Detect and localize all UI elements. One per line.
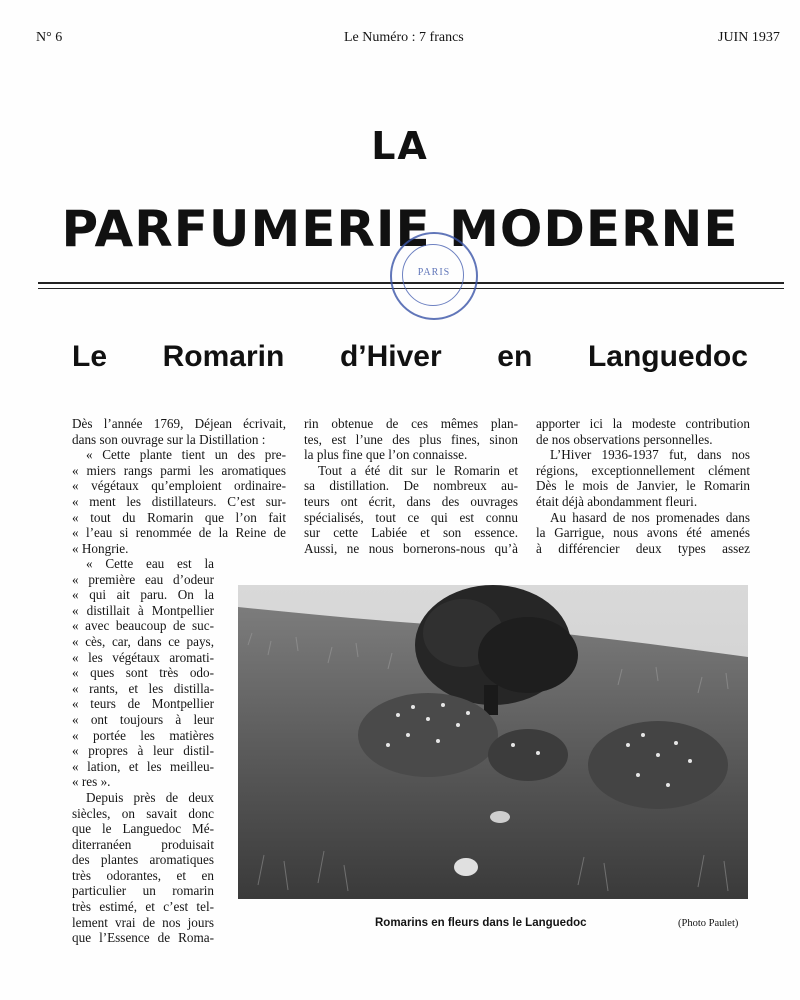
text-line: « portée les matières (72, 727, 214, 743)
headline-word: Romarin (162, 340, 285, 373)
text-line: « végétaux qu’emploient ordinaire- (72, 478, 286, 494)
rosemary-photo-image (238, 585, 748, 899)
text-line: très odorantes, et en (72, 867, 214, 883)
text-line: apporter ici la modeste contribution (536, 416, 750, 431)
text-line: la Garrigue, nous avons été amenés (536, 525, 750, 541)
issue-price: Le Numéro : 7 francs (344, 30, 464, 45)
text-line: « res ». (72, 774, 111, 790)
text-line: L’Hiver 1936-1937 fut, dans nos (550, 447, 750, 463)
column-1-top (72, 416, 286, 556)
issue-date: JUIN 1937 (718, 30, 780, 45)
text-line: des plantes aromatiques (72, 852, 214, 868)
text-line: « miers rangs parmi les aromatiques (72, 462, 286, 478)
headline-word: Le (72, 340, 108, 373)
text-line: que l’Essence de Roma- (72, 930, 214, 946)
text-line: sa distillation. De nombreux au- (304, 478, 518, 494)
masthead-title: PARFUMERIE MODERNE (61, 200, 739, 258)
library-stamp (390, 232, 478, 320)
text-line: « propres à leur distil- (72, 743, 214, 759)
text-line: « l’eau si renommée de la Reine de (72, 525, 286, 541)
text-line: était déjà abondamment fleuri. (536, 493, 698, 509)
text-line: à différencier deux types assez (536, 540, 750, 556)
text-line: siècles, on savait donc (72, 805, 214, 821)
text-line: diterranéen produisait (72, 836, 214, 852)
photo-caption: Romarins en fleurs dans le Languedoc (375, 917, 587, 929)
text-line: sur cette Labiée et son essence. (304, 525, 518, 541)
text-line: « distillait à Montpellier (72, 602, 214, 618)
text-line: « teurs de Montpellier (72, 696, 214, 712)
headline-word: Languedoc (587, 340, 748, 373)
text-line: « tout du Romarin que l’on fait (72, 509, 286, 525)
text-line: « Cette eau est la (86, 556, 214, 571)
text-line: « Hongrie. (72, 540, 129, 556)
column-2 (304, 416, 518, 556)
issue-number: N° 6 (36, 30, 63, 45)
text-line: « première eau d’odeur (72, 571, 214, 587)
text-line: « ment les distillateurs. C’est sur- (72, 493, 286, 509)
masthead-line1: LA (371, 124, 429, 168)
text-line: particulier un romarin (72, 883, 214, 899)
text-line: teurs ont écrit, dans des ouvrages (304, 493, 518, 509)
text-line: spécialisés, tout ce qui est connu (304, 509, 518, 525)
text-line: « avec beaucoup de suc- (72, 618, 214, 634)
text-line: « ques sont très odo- (72, 665, 214, 681)
column-3 (536, 416, 750, 556)
text-line: « ont toujours à leur (72, 711, 214, 727)
text-line: tes, est l’une des plus fines, sinon (304, 431, 518, 447)
rosemary-photo (238, 585, 748, 899)
text-line: la plus fine que l’on connaisse. (304, 447, 468, 463)
text-line: que le Languedoc Mé- (72, 821, 214, 837)
text-line: Depuis près de deux (86, 789, 214, 805)
text-line: Dès l’année 1769, Déjean écrivait, (72, 416, 286, 431)
headline-word: d’Hiver (339, 340, 442, 373)
column-1-narrow (72, 556, 214, 946)
text-line: régions, exceptionnellement clément (536, 462, 750, 478)
text-line: Aussi, ne nous bornerons-nous qu’à (304, 540, 518, 556)
text-line: très estimé, et c’est tel- (72, 899, 214, 915)
headline-word: en (497, 340, 533, 373)
text-line: « qui ait paru. On la (72, 587, 214, 603)
text-line: Dès le mois de Janvier, le Romarin (536, 478, 750, 494)
text-line: « les végétaux aromati- (72, 649, 214, 665)
text-line: « lation, et les meilleu- (72, 758, 214, 774)
text-line: rin obtenue de ces mêmes plan- (304, 416, 518, 431)
text-line: « cès, car, dans ce pays, (72, 633, 214, 649)
text-line: dans son ouvrage sur la Distillation : (72, 431, 266, 447)
text-line: « rants, et les distilla- (72, 680, 214, 696)
text-line: de nos observations personnelles. (536, 431, 713, 447)
text-line: « Cette plante tient un des pre- (86, 447, 286, 463)
library-stamp-text: PARIS (417, 267, 451, 278)
article-headline (72, 340, 748, 374)
text-line: Tout a été dit sur le Romarin et (318, 462, 518, 478)
text-line: lement vrai de nos jours (72, 914, 214, 930)
photo-credit: (Photo Paulet) (678, 918, 739, 929)
text-line: Au hasard de nos promenades dans (550, 509, 750, 525)
